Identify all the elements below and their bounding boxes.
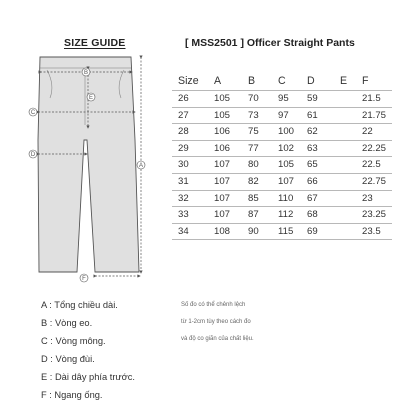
measurement-cell bbox=[340, 91, 362, 108]
svg-text:D: D bbox=[30, 152, 36, 159]
marker-d bbox=[29, 150, 37, 158]
measurement-note bbox=[181, 297, 254, 348]
measurement-cell: 22.5 bbox=[362, 157, 392, 174]
measurement-cell: 22 bbox=[362, 124, 392, 141]
measurement-cell: 105 bbox=[278, 157, 307, 174]
measurement-cell: 102 bbox=[278, 140, 307, 157]
table-row bbox=[172, 223, 392, 240]
measurement-cell: 21.5 bbox=[362, 91, 392, 108]
measurement-cell: 105 bbox=[214, 91, 248, 108]
measurement-cell: 90 bbox=[248, 223, 278, 240]
size-table-header bbox=[172, 72, 392, 91]
column-header-e: E bbox=[340, 72, 362, 91]
measurement-cell bbox=[340, 140, 362, 157]
column-header-a: A bbox=[214, 72, 248, 91]
measurement-cell: 59 bbox=[307, 91, 340, 108]
legend-item-b: B : Vòng eo. bbox=[41, 318, 93, 328]
measurement-cell: 107 bbox=[214, 190, 248, 207]
size-cell: 29 bbox=[172, 140, 214, 157]
measurement-cell: 95 bbox=[278, 91, 307, 108]
svg-text:E: E bbox=[88, 95, 94, 102]
size-guide-title: SIZE GUIDE bbox=[64, 37, 126, 49]
measurement-cell: 106 bbox=[214, 140, 248, 157]
measurement-cell: 108 bbox=[214, 223, 248, 240]
measurement-cell: 70 bbox=[248, 91, 278, 108]
table-row bbox=[172, 190, 392, 207]
measurement-cell: 61 bbox=[307, 107, 340, 124]
marker-b bbox=[82, 68, 90, 76]
svg-text:B: B bbox=[83, 70, 89, 77]
measurement-cell: 21.75 bbox=[362, 107, 392, 124]
measurement-cell bbox=[340, 190, 362, 207]
size-cell: 28 bbox=[172, 124, 214, 141]
legend-item-a: A : Tổng chiều dài. bbox=[41, 300, 118, 310]
measurement-cell: 68 bbox=[307, 207, 340, 224]
column-header-b: B bbox=[248, 72, 278, 91]
measurement-cell: 65 bbox=[307, 157, 340, 174]
measurement-cell: 63 bbox=[307, 140, 340, 157]
measurement-cell: 107 bbox=[278, 173, 307, 190]
measurement-cell: 77 bbox=[248, 140, 278, 157]
measurement-cell bbox=[340, 124, 362, 141]
size-cell: 27 bbox=[172, 107, 214, 124]
note-line: và độ co giãn của chất liệu. bbox=[181, 336, 254, 342]
table-row bbox=[172, 173, 392, 190]
marker-f bbox=[80, 274, 88, 282]
legend-item-f: F : Ngang ống. bbox=[41, 390, 103, 400]
measurement-cell bbox=[340, 157, 362, 174]
size-cell: 31 bbox=[172, 173, 214, 190]
measurement-cell: 80 bbox=[248, 157, 278, 174]
measurement-cell: 87 bbox=[248, 207, 278, 224]
measurement-cell bbox=[340, 173, 362, 190]
legend-item-d: D : Vòng đùi. bbox=[41, 354, 95, 364]
svg-text:A: A bbox=[138, 163, 144, 170]
size-cell: 33 bbox=[172, 207, 214, 224]
measurement-cell: 112 bbox=[278, 207, 307, 224]
table-row bbox=[172, 91, 392, 108]
legend-item-c: C : Vòng mông. bbox=[41, 336, 106, 346]
product-title: [ MSS2501 ] Officer Straight Pants bbox=[185, 37, 355, 49]
size-cell: 30 bbox=[172, 157, 214, 174]
measurement-cell: 23.5 bbox=[362, 223, 392, 240]
measurement-cell: 115 bbox=[278, 223, 307, 240]
svg-text:F: F bbox=[82, 276, 86, 283]
measurement-cell: 73 bbox=[248, 107, 278, 124]
size-cell: 34 bbox=[172, 223, 214, 240]
table-row bbox=[172, 157, 392, 174]
measurement-cell: 106 bbox=[214, 124, 248, 141]
measurement-cell: 22.25 bbox=[362, 140, 392, 157]
measurement-cell: 82 bbox=[248, 173, 278, 190]
size-table-body bbox=[172, 91, 392, 240]
measurement-cell: 67 bbox=[307, 190, 340, 207]
size-cell: 32 bbox=[172, 190, 214, 207]
measurement-cell: 110 bbox=[278, 190, 307, 207]
measurement-cell: 105 bbox=[214, 107, 248, 124]
marker-a bbox=[137, 161, 145, 169]
table-row bbox=[172, 124, 392, 141]
measurement-cell: 62 bbox=[307, 124, 340, 141]
measurement-cell: 85 bbox=[248, 190, 278, 207]
svg-text:C: C bbox=[30, 110, 36, 117]
size-cell: 26 bbox=[172, 91, 214, 108]
measurement-cell: 23 bbox=[362, 190, 392, 207]
measurement-cell: 107 bbox=[214, 173, 248, 190]
pants-outline bbox=[38, 57, 139, 272]
measurement-cell: 23.25 bbox=[362, 207, 392, 224]
marker-e bbox=[87, 93, 95, 101]
measurement-cell: 22.75 bbox=[362, 173, 392, 190]
pants-measurement-diagram bbox=[0, 0, 160, 290]
size-table bbox=[172, 72, 392, 240]
table-row bbox=[172, 107, 392, 124]
measurement-cell: 100 bbox=[278, 124, 307, 141]
measurement-cell: 69 bbox=[307, 223, 340, 240]
column-header-size: Size bbox=[172, 72, 214, 91]
column-header-f: F bbox=[362, 72, 392, 91]
measurement-cell: 107 bbox=[214, 157, 248, 174]
legend-item-e: E : Dài dây phía trước. bbox=[41, 372, 135, 382]
table-row bbox=[172, 207, 392, 224]
column-header-c: C bbox=[278, 72, 307, 91]
measurement-cell: 107 bbox=[214, 207, 248, 224]
table-row bbox=[172, 140, 392, 157]
measurement-cell: 75 bbox=[248, 124, 278, 141]
measurement-cell: 66 bbox=[307, 173, 340, 190]
marker-c bbox=[29, 108, 37, 116]
note-line: từ 1-2cm tùy theo cách đo bbox=[181, 319, 251, 325]
measurement-cell bbox=[340, 107, 362, 124]
measurement-cell: 97 bbox=[278, 107, 307, 124]
measurement-cell bbox=[340, 207, 362, 224]
measurement-legend bbox=[41, 296, 135, 404]
measurement-cell bbox=[340, 223, 362, 240]
note-line: Số đo có thể chênh lệch bbox=[181, 302, 246, 308]
column-header-d: D bbox=[307, 72, 340, 91]
